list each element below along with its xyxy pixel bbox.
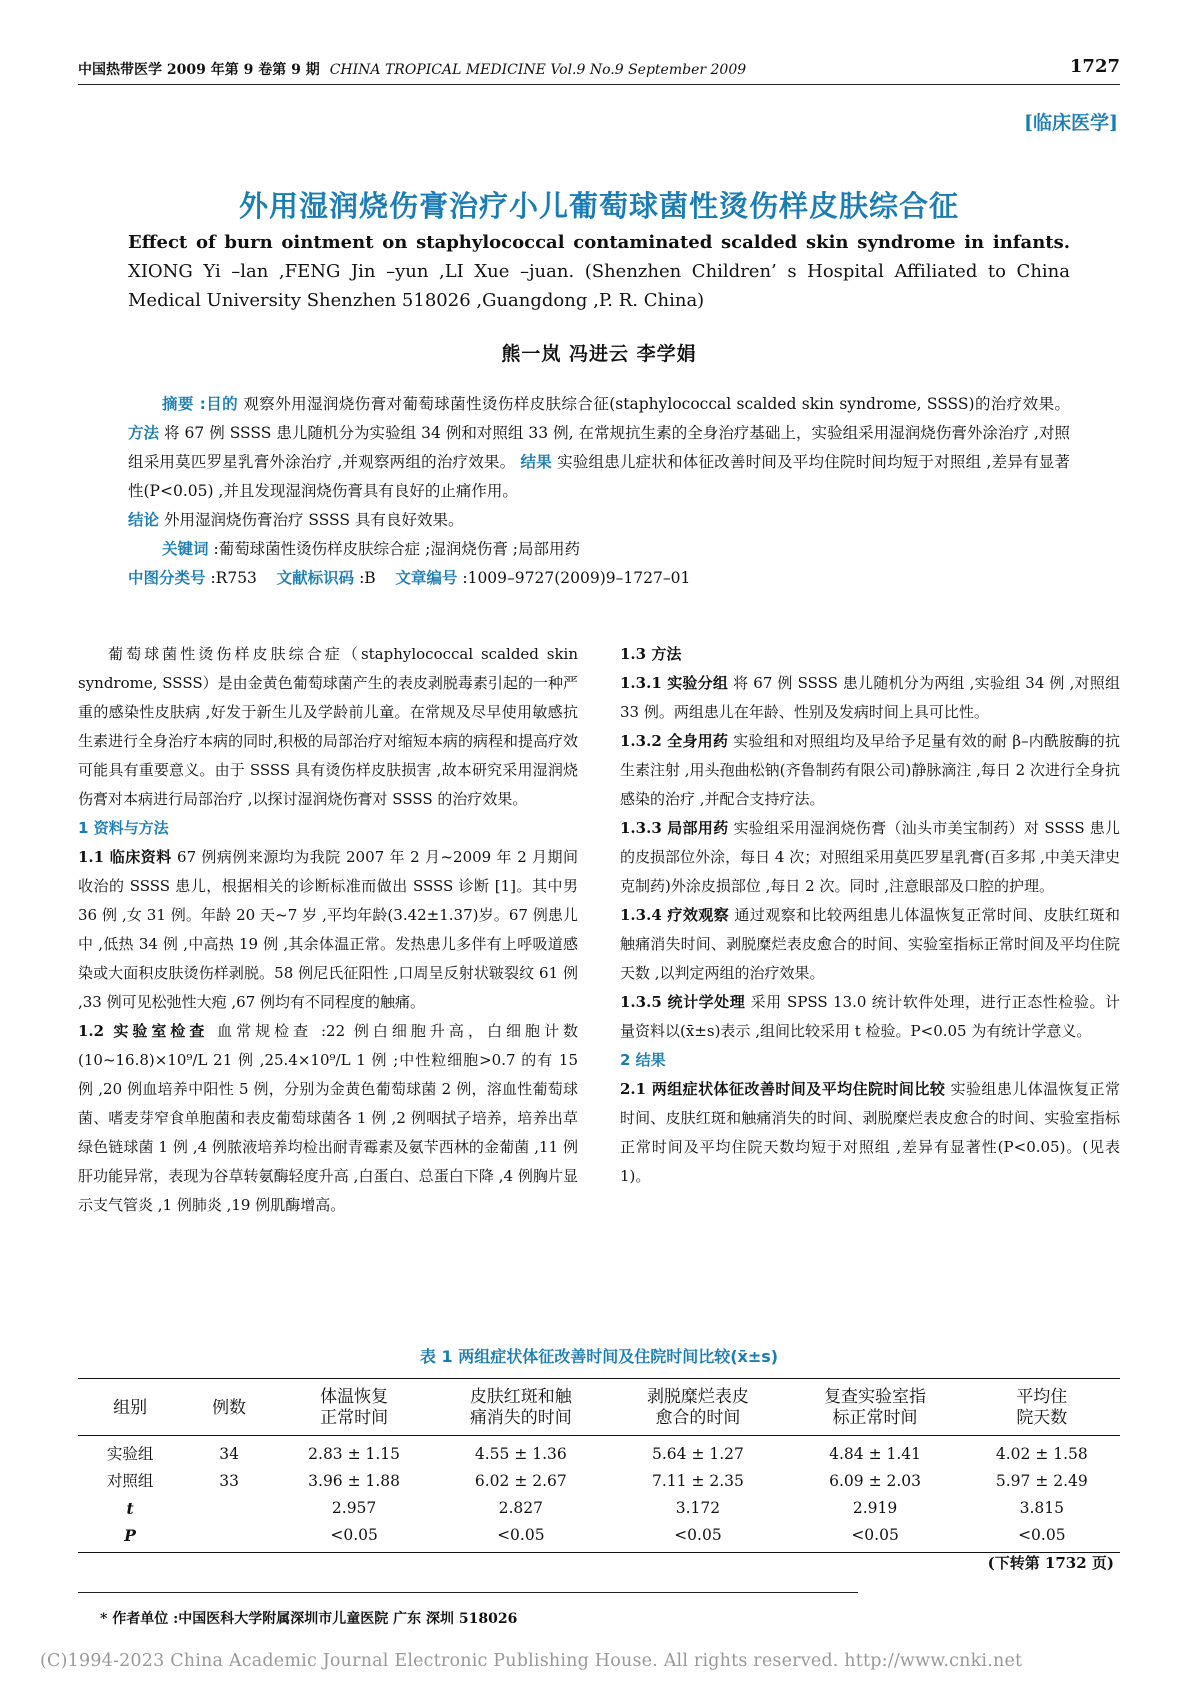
title-cn: 外用湿润烧伤膏治疗小儿葡萄球菌性烫伤样皮肤综合征 (238, 189, 959, 223)
table-cell: 实验组 (106, 1445, 154, 1463)
table-cell: 5.97 ± 2.49 (995, 1472, 1088, 1490)
section-1-3-title: 1.3 方法 (620, 645, 682, 663)
label-keywords: 关键词 (162, 540, 209, 558)
section-1-3-5-title: 1.3.5 统计学处理 (620, 993, 746, 1011)
abstract (128, 390, 1070, 593)
page-number: 1727 (1069, 56, 1120, 77)
method-text: 将 67 例 SSSS 患儿随机分为实验组 34 例和对照组 33 例, 在常规抗生素的全身治疗基础上，实验组采用湿润烧伤膏外涂治疗 ,对照组采用莫匹罗星乳膏外涂治疗 ,并观察两组的治疗效果。 (128, 424, 1070, 471)
author-affiliation-footnote: * 作者单位 :中国医科大学附属深圳市儿童医院 广东 深圳 518026 (100, 1611, 518, 1627)
table-cell: 2.919 (852, 1499, 898, 1517)
table-cell: 3.96 ± 1.88 (308, 1472, 401, 1490)
label-article-no: 文章编号 (395, 569, 458, 587)
table-cell: 2.957 (331, 1499, 377, 1517)
table-cell: 2.827 (498, 1499, 543, 1517)
section-1-3-1-title: 1.3.1 实验分组 (620, 674, 729, 692)
table-cell: 4.55 ± 1.36 (474, 1445, 567, 1463)
table-cell: <0.05 (276, 1522, 432, 1553)
title-en-block (128, 228, 1070, 315)
table-header: 复查实验室指 标正常时间 (787, 1379, 964, 1436)
table-cell: 3.815 (1019, 1499, 1064, 1517)
table-header: 体温恢复 正常时间 (276, 1379, 432, 1436)
left-column (78, 640, 578, 1220)
label-result: 结果 (520, 453, 552, 471)
label-clc: 中图分类号 (128, 569, 206, 587)
section-tag: [临床医学] (1024, 112, 1118, 134)
table-cell: 7.11 ± 2.35 (652, 1472, 744, 1490)
label-method: 方法 (128, 424, 160, 442)
section-1-1-title: 1.1 临床资料 (78, 848, 172, 866)
table-header: 组别 (78, 1379, 182, 1436)
section-1-3-5 (620, 988, 1120, 1046)
table-cell: 6.02 ± 2.67 (474, 1472, 567, 1490)
keywords-text: :葡萄球菌性烫伤样皮肤综合症 ;湿润烧伤膏 ;局部用药 (208, 540, 580, 558)
journal-en: CHINA TROPICAL MEDICINE Vol.9 No.9 September 2009 (329, 62, 747, 78)
running-header (78, 56, 1120, 80)
table-cell: 对照组 (106, 1472, 154, 1490)
table-cell: 33 (219, 1472, 239, 1490)
table-cell: <0.05 (787, 1522, 964, 1553)
table-cell (182, 1522, 276, 1553)
title-en: Effect of burn ointment on staphylococcal contaminated scalded skin syndrome in infants. (128, 232, 1070, 253)
section-1-3-3 (620, 814, 1120, 901)
authors-en: XIONG Yi –lan ,FENG Jin –yun ,LI Xue –juan. (Shenzhen Children’ s Hospital Affiliated to China Medical University Shenzhen 518026 ,Guangdong ,P. R. China) (128, 261, 1070, 311)
section-1-3-1-text: 将 67 例 SSSS 患儿随机分为两组 ,实验组 34 例 ,对照组 33 例。两组患儿在年龄、性别及发病时间上具可比性。 (620, 674, 1121, 721)
classification-line (128, 564, 1070, 593)
section-1-3-1 (620, 669, 1120, 727)
table-cell: 2.83 ± 1.15 (308, 1445, 401, 1463)
section-1-3-2 (620, 727, 1120, 814)
table-row (78, 1436, 1120, 1469)
table-cell: <0.05 (432, 1522, 609, 1553)
table-header-row (78, 1379, 1120, 1436)
right-column (620, 640, 1120, 1191)
table-row (78, 1495, 1120, 1522)
section-1-3-4 (620, 901, 1120, 988)
label-objective: 摘要 :目的 (162, 395, 239, 413)
doc-code-text: :B (354, 569, 376, 587)
copyright-watermark: (C)1994-2023 China Academic Journal Electronic Publishing House. All rights reserved. http://www.cnki.net (40, 1651, 1023, 1671)
label-doc-code: 文献标识码 (276, 569, 355, 587)
header-rule (78, 84, 1120, 85)
table-cell: <0.05 (609, 1522, 786, 1553)
table-cell: 34 (219, 1445, 239, 1463)
table-header: 剥脱糜烂表皮 愈合的时间 (609, 1379, 786, 1436)
keywords-line (128, 535, 1070, 564)
table-row (78, 1468, 1120, 1495)
intro-paragraph: 葡萄球菌性烫伤样皮肤综合症（staphylococcal scalded skin syndrome, SSSS）是由金黄色葡萄球菌产生的表皮剥脱毒素引起的一种严重的感染性皮肤病 ,好发于新生儿及学龄前儿童。在常规及尽早使用敏感抗生素进行全身治疗本病的同时,积极的局部治疗对缩短本病的病程和提高疗效可能具有重要意义。由于 SSSS 具有烫伤样皮肤损害 ,故本研究采用湿润烧伤膏对本病进行局部治疗 ,以探讨湿润烧伤膏对 SSSS 的治疗效果。 (78, 645, 578, 808)
result-text: 实验组患儿症状和体征改善时间及平均住院时间均短于对照组 ,差异有显著性(P<0.05) ,并且发现湿润烧伤膏具有良好的止痛作用。 (128, 453, 1070, 500)
clc-text: :R753 (205, 569, 257, 587)
continued-note: (下转第 1732 页) (987, 1554, 1114, 1572)
table-cell: 5.64 ± 1.27 (652, 1445, 744, 1463)
section-1-1-text: 67 例病例来源均为我院 2007 年 2 月~2009 年 2 月期间收治的 SSSS 患儿，根据相关的诊断标准而做出 SSSS 诊断 [1]。其中男 36 例 ,女 31 例。年龄 20 天~7 岁 ,平均年龄(3.42±1.37)岁。67 例患儿中 ,低热 34 例 ,中高热 19 例 ,其余体温正常。发热患儿多伴有上呼吸道感染或大面积皮肤烫伤样剥脱。58 例尼氏征阳性 ,口周呈反射状皲裂纹 61 例 ,33 例可见松弛性大疱 ,67 例均有不同程度的触痛。 (78, 848, 578, 1011)
table-cell: 4.02 ± 1.58 (995, 1445, 1088, 1463)
footnote-rule (78, 1592, 858, 1593)
table-caption: 表 1 两组症状体征改善时间及住院时间比较(x̄±s) (419, 1347, 779, 1366)
table-header: 平均住 院天数 (964, 1379, 1120, 1436)
table-row (78, 1522, 1120, 1553)
section-1-3-4-text: 通过观察和比较两组患儿体温恢复正常时间、皮肤红斑和触痛消失时间、剥脱糜烂表皮愈合的时间、实验室指标正常时间及平均住院天数 ,以判定两组的治疗效果。 (620, 906, 1120, 982)
section-2-1-title: 2.1 两组症状体征改善时间及平均住院时间比较 (620, 1080, 946, 1098)
results-table (78, 1378, 1120, 1553)
conclusion-text: 外用湿润烧伤膏治疗 SSSS 具有良好效果。 (159, 511, 464, 529)
table-cell: 6.09 ± 2.03 (829, 1472, 921, 1490)
section-2-1 (620, 1075, 1120, 1191)
section-1-3-4-title: 1.3.4 疗效观察 (620, 906, 730, 924)
section-1-3-5-text: 采用 SPSS 13.0 统计软件处理，进行正态性检验。计量资料以(x̄±s)表示 ,组间比较采用 t 检验。P<0.05 为有统计学意义。 (620, 993, 1120, 1040)
abstract-body (128, 390, 1070, 535)
section-1-3-3-title: 1.3.3 局部用药 (620, 819, 729, 837)
journal-info (78, 59, 746, 79)
journal-cn: 中国热带医学 2009 年第 9 卷第 9 期 (78, 62, 320, 78)
section-1-1 (78, 843, 578, 1017)
section-heading-2: 2 结果 (620, 1051, 666, 1069)
section-heading-1: 1 资料与方法 (78, 819, 169, 837)
section-1-3-3-text: 实验组采用湿润烧伤膏（汕头市美宝制药）对 SSSS 患儿的皮损部位外涂，每日 4 次；对照组采用莫匹罗星乳膏(百多邦 ,中美天津史克制药)外涂皮损部位 ,每日 2 次。同时 ,注意眼部及口腔的护理。 (620, 819, 1121, 895)
label-conclusion: 结论 (128, 511, 160, 529)
table-cell (182, 1495, 276, 1522)
objective-text: 观察外用湿润烧伤膏对葡萄球菌性烫伤样皮肤综合征(staphylococcal scalded skin syndrome, SSSS)的治疗效果。 (238, 395, 1070, 413)
table-header: 例数 (182, 1379, 276, 1436)
section-1-3-2-title: 1.3.2 全身用药 (620, 732, 729, 750)
table-header: 皮肤红斑和触 痛消失的时间 (432, 1379, 609, 1436)
table-cell: P (78, 1522, 182, 1553)
table-cell: t (126, 1499, 134, 1518)
section-1-3-2-text: 实验组和对照组均及早给予足量有效的耐 β–内酰胺酶的抗生素注射 ,用头孢曲松钠(齐鲁制药有限公司)静脉滴注 ,每日 2 次进行全身抗感染的治疗 ,并配合支持疗法。 (620, 732, 1120, 808)
table-cell: 3.172 (675, 1499, 721, 1517)
section-1-2 (78, 1017, 578, 1220)
table-cell: <0.05 (964, 1522, 1120, 1553)
authors-cn: 熊一岚 冯进云 李学娟 (501, 343, 697, 365)
section-1-2-text: 血常规检查 :22 例白细胞升高，白细胞计数(10~16.8)×10⁹/L 21 例 ,25.4×10⁹/L 1 例 ;中性粒细胞>0.7 的有 15 例 ,20 例血培养中阳性 5 例，分别为金黄色葡萄球菌 2 例，溶血性葡萄球菌、嗜麦芽窄食单胞菌和表皮葡萄球菌各 1 例 ,2 例咽拭子培养，培养出草绿色链球菌 1 例 ,4 例脓液培养均检出耐青霉素及氨苄西林的金葡菌 ,11 例肝功能异常，表现为谷草转氨酶轻度升高 ,白蛋白、总蛋白下降 ,4 例胸片显示支气管炎 ,1 例肺炎 ,19 例肌酶增高。 (78, 1022, 578, 1214)
article-no-text: :1009–9727(2009)9–1727–01 (457, 569, 691, 587)
section-1-2-title: 1.2 实验室检查 (78, 1022, 209, 1040)
section-2-1-text: 实验组患儿体温恢复正常时间、皮肤红斑和触痛消失的时间、剥脱糜烂表皮愈合的时间、实验室指标正常时间及平均住院天数均短于对照组 ,差异有显著性(P<0.05)。(见表 1)。 (620, 1080, 1120, 1185)
table-cell: 4.84 ± 1.41 (829, 1445, 921, 1463)
